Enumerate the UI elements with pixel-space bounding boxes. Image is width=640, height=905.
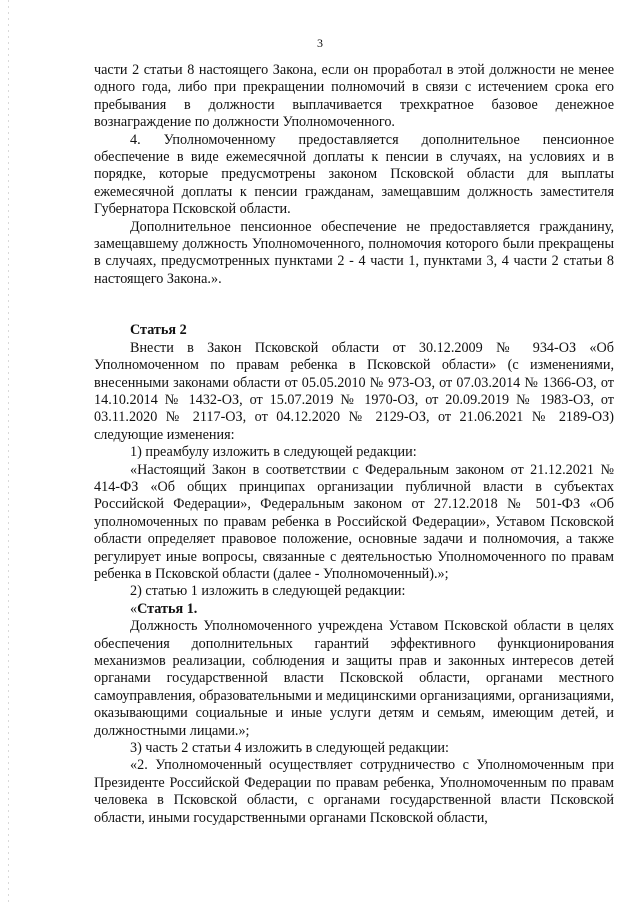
page-number: 3	[317, 36, 323, 50]
article-2-heading: Статья 2	[130, 322, 187, 339]
paragraph-item-2: 2) статью 1 изложить в следующей редакции:	[130, 583, 406, 600]
paragraph-continuation: части 2 статьи 8 настоящего Закона, если он проработал в этой должности не менее одного года, либо при прекращении полномочий в связи с истечением срока его пребывания в должности выплачивается трехкратное базовое денежное вознаграждение по должности Уполномоченного.	[94, 62, 614, 131]
opening-quote: «	[130, 600, 138, 617]
paragraph-article-2-intro: Внести в Закон Псковской области от 30.12.2009 № 934-ОЗ «Об Уполномоченном по правам ребенка в Псковской области» (с изменениями, внесенными законами области от 05.05.2010 № 973-ОЗ, от 07.03.2014 № 1366-ОЗ, от 14.10.2014 № 1432-ОЗ, от 15.07.2019 № 1970-ОЗ, от 20.09.2019 № 1983-ОЗ, от 03.11.2020 № 2117-ОЗ, от 04.12.2020 № 2129-ОЗ, от 21.06.2021 № 2189-ОЗ) следующие изменения:	[94, 339, 614, 443]
scan-edge-artifact	[8, 0, 9, 905]
paragraph-part-2: «2. Уполномоченный осуществляет сотрудничество с Уполномоченным при Президенте Российской Федерации по правам ребенка, Уполномоченным по правам человека в Псковской области, с органами государственной власти Псковской области, иными государственными органами Псковской области,	[94, 757, 614, 826]
document-body	[94, 62, 614, 827]
paragraph-preamble: «Настоящий Закон в соответствии с Федеральным законом от 21.12.2021 № 414-ФЗ «Об общих принципах организации публичной власти в субъектах Российской Федерации», Федеральным законом от 27.12.2018 № 501-ФЗ «Об уполномоченных по правам ребенка в Российской Федерации», Уставом Псковской области определяет правовое положение, основные задачи и полномочия, а также регулирует иные вопросы, связанные с деятельностью Уполномоченного по правам ребенка в Псковской области (далее - Уполномоченный).»;	[94, 461, 614, 582]
article-1-heading: Статья 1.	[137, 600, 198, 617]
article-1-heading-line	[94, 601, 614, 618]
paragraph-article-1-body: Должность Уполномоченного учреждена Уставом Псковской области в целях обеспечения дополнительных гарантий эффективного функционирования механизмов реализации, соблюдения и защиты прав и законных интересов детей органами государственной власти Псковской области, органами местного самоуправления, образовательными и медицинскими организациями, организациями, оказывающими социальные и иные услуги детям и семьям, имеющим детей, и должностными лицами.»;	[94, 618, 614, 739]
paragraph-item-4: 4. Уполномоченному предоставляется дополнительное пенсионное обеспечение в виде ежемесячной доплаты к пенсии в случаях, на условиях и в порядке, которые предусмотрены законом Псковской области для выплаты ежемесячной доплаты к пенсии гражданам, замещавшим должность заместителя Губернатора Псковской области.	[94, 131, 614, 218]
paragraph-pension: Дополнительное пенсионное обеспечение не предоставляется гражданину, замещавшему должность Уполномоченного, полномочия которого были прекращены в случаях, предусмотренных пунктами 2 - 4 части 1, пунктами 3, 4 части 2 статьи 8 настоящего Закона.».	[94, 218, 614, 287]
section-gap	[94, 288, 614, 322]
paragraph-item-3: 3) часть 2 статьи 4 изложить в следующей редакции:	[130, 740, 449, 757]
paragraph-item-1: 1) преамбулу изложить в следующей редакции:	[130, 444, 417, 461]
